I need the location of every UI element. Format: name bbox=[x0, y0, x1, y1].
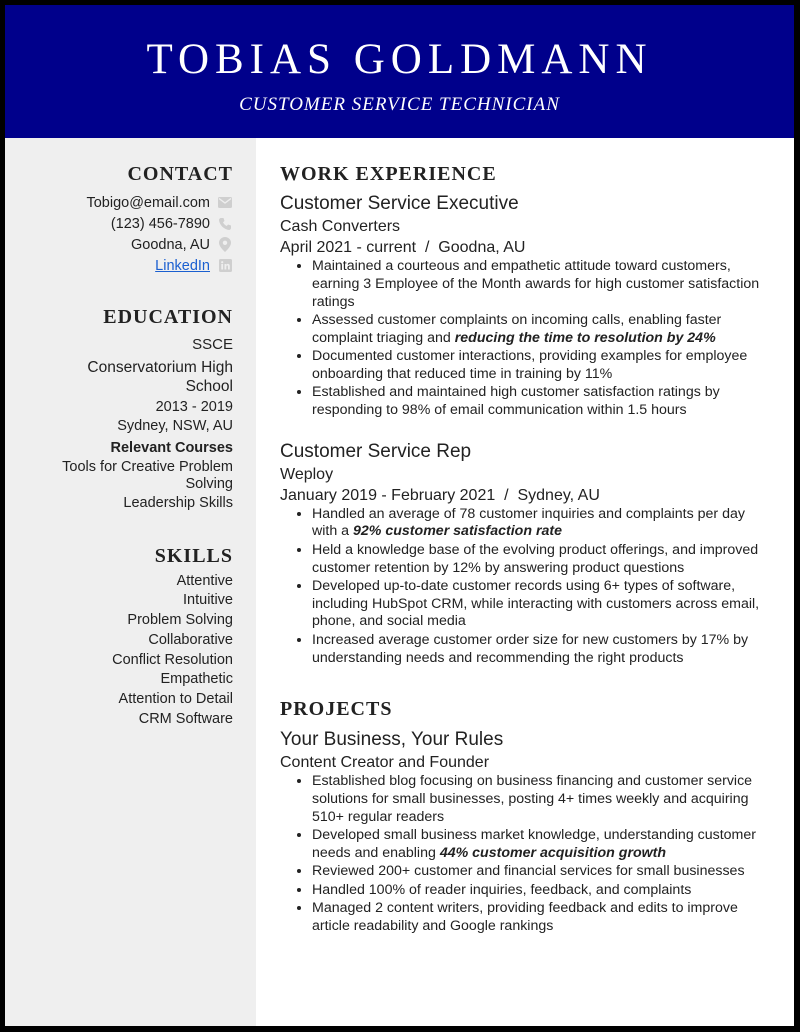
contact-phone-row bbox=[13, 213, 233, 234]
skill-item: Collaborative bbox=[148, 631, 233, 648]
bullet: • Handled 100% of reader inquiries, feedback, and complaints bbox=[312, 882, 770, 900]
job-company: Cash Converters bbox=[280, 218, 401, 235]
envelope-icon bbox=[217, 195, 233, 211]
course-item: Leadership Skills bbox=[123, 495, 233, 511]
contact-email[interactable]: Tobigo@email.com bbox=[86, 194, 210, 211]
candidate-name: TOBIAS GOLDMANN bbox=[146, 36, 653, 83]
bullet: • Established and maintained high customer satisfaction ratings by responding to 98% of email communication within 1.5 hours bbox=[312, 384, 770, 420]
job-bullets bbox=[280, 258, 770, 420]
linkedin-icon bbox=[217, 258, 233, 274]
bullet: • Established blog focusing on business financing and customer service solutions for small businesses, posting 4+ times weekly and acquiring 510+ regular readers bbox=[312, 773, 770, 826]
sidebar bbox=[5, 138, 256, 1026]
contact-location-row bbox=[13, 234, 233, 255]
education-years: 2013 - 2019 bbox=[155, 398, 233, 415]
candidate-title: CUSTOMER SERVICE TECHNICIAN bbox=[239, 94, 560, 115]
education-degree: SSCE bbox=[192, 336, 233, 353]
skill-item: Attentive bbox=[176, 572, 233, 589]
job-title: Customer Service Executive bbox=[280, 193, 519, 214]
job-dates-location: January 2019 - February 2021 / Sydney, AU bbox=[280, 486, 600, 504]
skill-item: Attention to Detail bbox=[118, 691, 233, 708]
bullet: • Assessed customer complaints on incoming calls, enabling faster complaint triaging and reducing the time to resolution by 24% bbox=[312, 312, 770, 348]
bullet: • Documented customer interactions, providing examples for employee onboarding that reduced time in training by 11% bbox=[312, 348, 770, 384]
header-banner bbox=[5, 5, 794, 138]
education-heading: EDUCATION bbox=[103, 306, 233, 328]
bullet: • Maintained a courteous and empathetic attitude toward customers, earning 3 Employee of the Month awards for high customer satisfaction ratings bbox=[312, 258, 770, 311]
skill-item: Intuitive bbox=[183, 592, 233, 609]
relevant-courses-label: Relevant Courses bbox=[110, 439, 233, 456]
course-item: Tools for Creative Problem Solving bbox=[62, 459, 233, 492]
contact-location: Goodna, AU bbox=[131, 236, 210, 253]
bullet: • Held a knowledge base of the evolving product offerings, and improved customer retention by 12% by answering product questions bbox=[312, 542, 770, 578]
bullet: • Handled an average of 78 customer inquiries and complaints per day with a 92% customer satisfaction rate bbox=[312, 506, 770, 542]
map-pin-icon bbox=[217, 237, 233, 253]
resume-page bbox=[5, 5, 794, 1026]
skill-item: Empathetic bbox=[160, 671, 233, 688]
project-entry bbox=[280, 728, 770, 935]
job-company: Weploy bbox=[280, 465, 334, 483]
job-entry bbox=[280, 440, 770, 668]
education-school: Conservatorium High School bbox=[87, 358, 233, 395]
skill-item: Problem Solving bbox=[127, 612, 233, 629]
contact-linkedin-row bbox=[13, 255, 233, 276]
linkedin-link[interactable]: LinkedIn bbox=[155, 257, 210, 274]
project-title: Your Business, Your Rules bbox=[280, 729, 504, 751]
contact-email-row bbox=[13, 192, 233, 213]
education-location: Sydney, NSW, AU bbox=[117, 418, 233, 434]
skill-item: Conflict Resolution bbox=[112, 651, 233, 668]
bullet: • Managed 2 content writers, providing feedback and edits to improve article readability and Google rankings bbox=[312, 900, 770, 936]
job-dates-location: April 2021 - current / Goodna, AU bbox=[280, 239, 526, 256]
project-bullets bbox=[280, 773, 770, 935]
contact-phone[interactable]: (123) 456-7890 bbox=[110, 215, 210, 232]
job-title: Customer Service Rep bbox=[280, 440, 472, 462]
skills-list bbox=[13, 572, 233, 730]
contact-heading: CONTACT bbox=[127, 163, 233, 185]
job-entry bbox=[280, 192, 770, 420]
projects-heading: PROJECTS bbox=[280, 698, 393, 721]
phone-icon bbox=[217, 216, 233, 232]
skills-heading: SKILLS bbox=[154, 544, 233, 567]
bullet: • Increased average customer order size for new customers by 17% by understanding needs and recommending the right products bbox=[312, 632, 770, 668]
bullet: • Developed small business market knowledge, understanding customer needs and enabling 44% customer acquisition growth bbox=[312, 827, 770, 863]
job-bullets bbox=[280, 506, 770, 668]
project-role: Content Creator and Founder bbox=[280, 754, 490, 772]
work-experience-heading: WORK EXPERIENCE bbox=[280, 163, 497, 185]
bullet: • Developed up-to-date customer records using 6+ types of software, including HubSpot CRM, while interacting with customers across email, phone, and social media bbox=[312, 578, 770, 631]
bullet: • Reviewed 200+ customer and financial services for small businesses bbox=[312, 863, 770, 881]
skill-item: CRM Software bbox=[138, 711, 233, 728]
main-content bbox=[280, 138, 770, 936]
